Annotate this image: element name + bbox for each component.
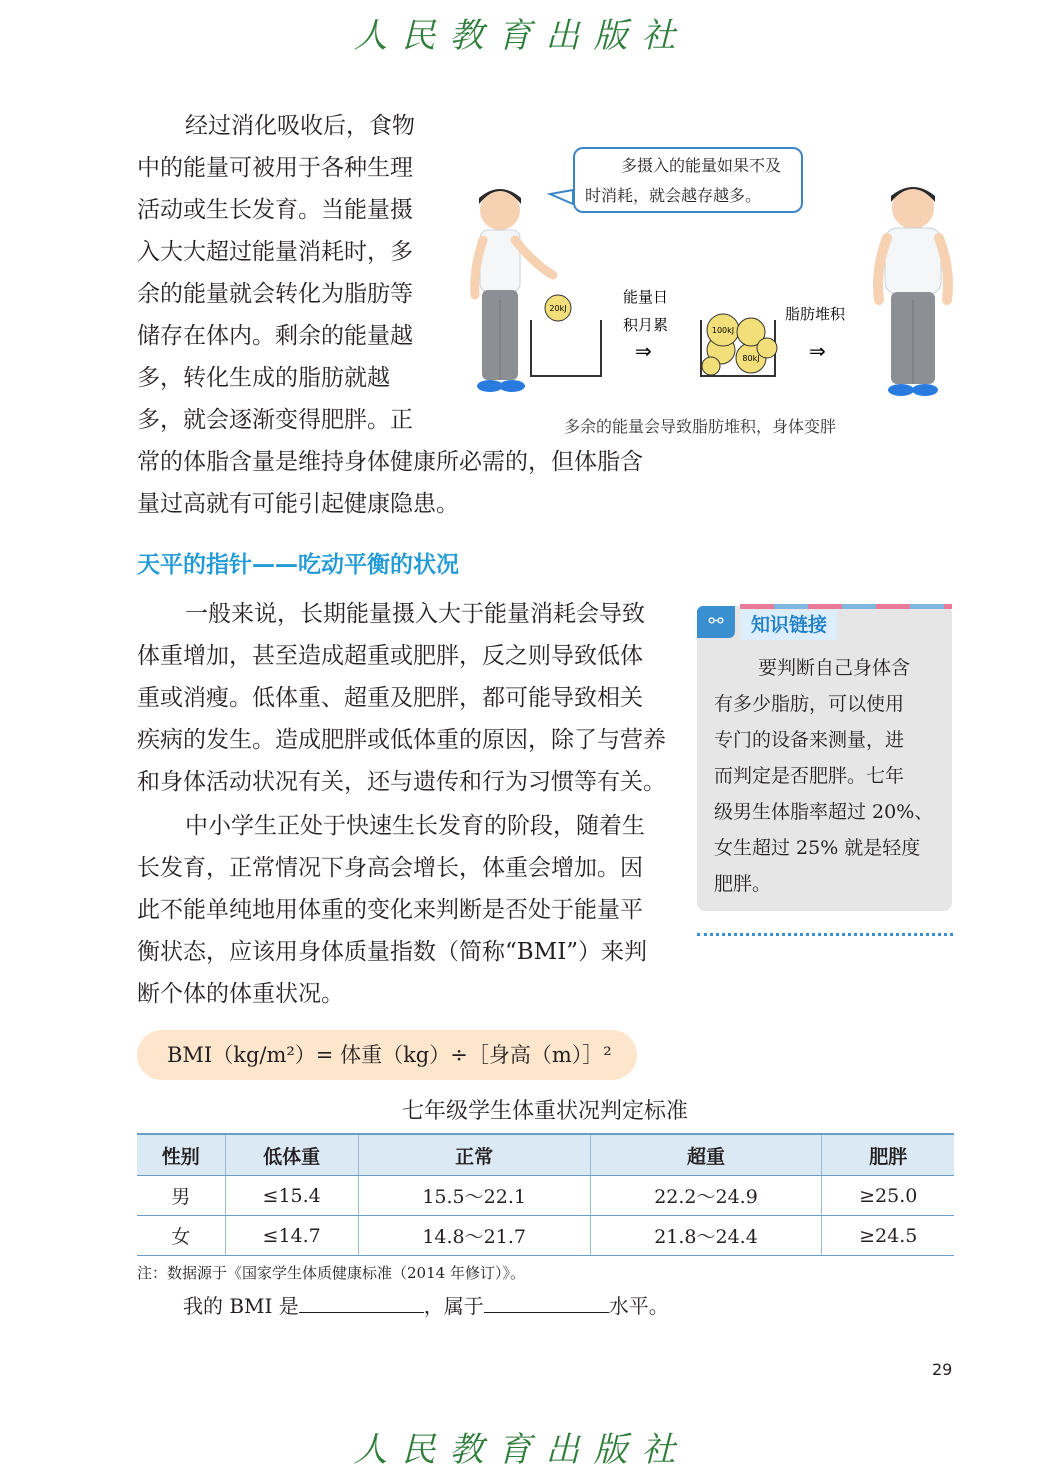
text-line: 此不能单纯地用体重的变化来判断是否处于能量平 (137, 897, 643, 923)
bubble-tail (550, 190, 573, 204)
table-cell: 14.8～21.7 (358, 1216, 590, 1256)
text-line: 女生超过 25% 就是轻度 (714, 837, 921, 859)
header-cell: 超重 (590, 1134, 822, 1176)
text-line: 一般来说，长期能量摄入大于能量消耗会导致 (185, 601, 645, 627)
my-bmi-exercise (183, 1290, 669, 1322)
text-line: 余的能量就会转化为脂肪等 (137, 281, 413, 307)
table-row (137, 1216, 954, 1256)
table-title: 七年级学生体重状况判定标准 (401, 1099, 688, 1124)
speech-line: 多摄入的能量如果不及 (621, 156, 782, 175)
dotted-divider (697, 933, 953, 936)
header-cell: 低体重 (225, 1134, 358, 1176)
table-cell: ≤14.7 (225, 1216, 358, 1256)
text-line: 储存在体内。剩余的能量越 (137, 323, 413, 349)
section-title: 天平的指针——吃动平衡的状况 (137, 552, 459, 578)
energy-balls-pile (702, 314, 777, 375)
text-line: 肥胖。 (714, 873, 772, 895)
table-note: 注：数据源于《国家学生体质健康标准（2014 年修订）》。 (137, 1264, 525, 1282)
text-line: 中小学生正处于快速生长发育的阶段，随着生 (185, 813, 645, 839)
table-cell: 15.5～22.1 (358, 1176, 590, 1216)
text-line: 体重增加，甚至造成超重或肥胖，反之则导致低体 (137, 643, 643, 669)
svg-text:100kJ: 100kJ (711, 326, 735, 335)
text-line: 和身体活动状况有关，还与遗传和行为习惯等有关。 (137, 769, 666, 795)
speech-line: 时消耗，就会越存越多。 (585, 186, 762, 205)
decorative-stripe (740, 604, 952, 609)
header-cell: 正常 (358, 1134, 590, 1176)
text-line: 活动或生长发育。当能量摄 (137, 197, 413, 223)
header-cell: 性别 (137, 1134, 225, 1176)
text-line: 而判定是否肥胖。七年 (714, 765, 905, 787)
text-line: 专门的设备来测量，进 (714, 729, 905, 751)
energy-ball-small (545, 295, 571, 321)
text-line: 重或消瘦。低体重、超重及肥胖，都可能导致相关 (137, 685, 643, 711)
boy-heavy-figure (878, 187, 948, 396)
table-cell: 22.2～24.9 (590, 1176, 822, 1216)
exercise-text: 水平。 (608, 1294, 669, 1318)
table-cell: 男 (137, 1176, 225, 1216)
text-line: 级男生体脂率超过 20%、 (714, 801, 934, 823)
table-row (137, 1176, 954, 1216)
double-arrow-icon: ⇒ (635, 339, 652, 363)
svg-text:80kJ: 80kJ (742, 354, 760, 363)
figure-caption: 多余的能量会导致脂肪堆积，身体变胖 (564, 417, 837, 436)
text-line: 经过消化吸收后，食物 (185, 113, 415, 139)
page-number: 29 (932, 1360, 953, 1379)
exercise-text: ，属于 (423, 1294, 484, 1318)
energy-illustration (455, 180, 965, 410)
svg-text:20kJ: 20kJ (549, 304, 567, 313)
text-line: 衡状态，应该用身体质量指数（简称“BMI”）来判 (137, 939, 648, 965)
boy-thin-figure (475, 189, 553, 392)
bmi-blank[interactable] (299, 1292, 424, 1313)
arrow-label: 积月累 (623, 316, 669, 334)
text-line: 有多少脂肪，可以使用 (714, 693, 905, 715)
text-line: 疾病的发生。造成肥胖或低体重的原因，除了与营养 (137, 727, 666, 753)
table-header-row (137, 1134, 954, 1176)
text-line: 中的能量可被用于各种生理 (137, 155, 413, 181)
text-line: 多，就会逐渐变得肥胖。正 (137, 407, 413, 433)
text-line: 入大大超过能量消耗时，多 (137, 239, 413, 265)
level-blank[interactable] (484, 1292, 609, 1313)
double-arrow-icon: ⇒ (809, 339, 826, 363)
bmi-formula: BMI（kg/m²）= 体重（kg）÷［身高（m）］² (137, 1030, 637, 1080)
publisher-logo: 人民教育出版社 (353, 16, 690, 56)
bmi-standard-table (137, 1133, 954, 1256)
text-line: 量过高就有可能引起健康隐患。 (137, 491, 459, 517)
table-cell: ≥25.0 (822, 1176, 954, 1216)
arrow-label: 脂肪堆积 (785, 305, 846, 323)
link-icon: ⚯ (697, 606, 735, 638)
text-line: 常的体脂含量是维持身体健康所必需的，但体脂含 (137, 449, 643, 475)
table-cell: 21.8～24.4 (590, 1216, 822, 1256)
text-line: 长发育，正常情况下身高会增长，体重会增加。因 (137, 855, 643, 881)
exercise-text: 我的 BMI 是 (183, 1294, 299, 1318)
arrow-label: 能量日 (623, 288, 669, 306)
text-line: 多，转化生成的脂肪就越 (137, 365, 390, 391)
publisher-logo: 人民教育出版社 (353, 1430, 690, 1470)
table-cell: 女 (137, 1216, 225, 1256)
empty-container (531, 320, 601, 376)
header-cell: 肥胖 (822, 1134, 954, 1176)
table-cell: ≤15.4 (225, 1176, 358, 1216)
text-line: 断个体的体重状况。 (137, 981, 344, 1007)
table-cell: ≥24.5 (822, 1216, 954, 1256)
text-line: 要判断自己身体含 (758, 657, 911, 679)
knowledge-link-title: 知识链接 (741, 610, 837, 640)
